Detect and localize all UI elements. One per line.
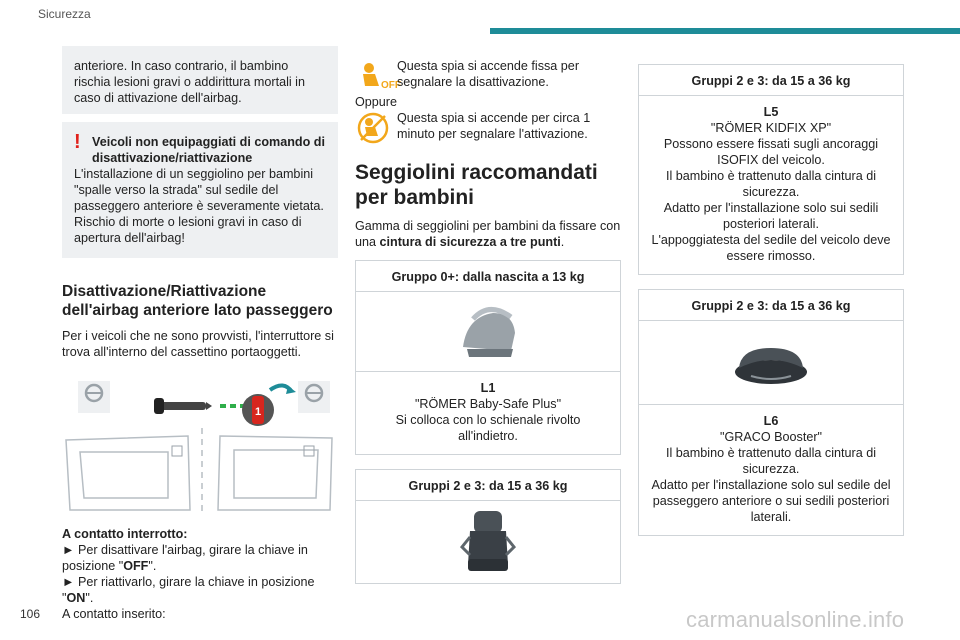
seat-card-caption: Gruppi 2 e 3: da 15 a 36 kg <box>639 290 903 321</box>
seat-code: L5 <box>763 105 779 119</box>
glovebox-switch-illustration <box>62 378 338 516</box>
seat-card-l6 <box>638 289 904 536</box>
section-heading-seggiolini: Seggiolini raccomandati per bambini <box>355 161 598 209</box>
contact-off-title: A contatto interrotto: <box>62 527 188 541</box>
info-box <box>62 46 338 114</box>
baby-seat-image <box>356 292 620 372</box>
airbag-on-warning-icon <box>355 110 391 146</box>
seat-line: Adatto per l'installazione solo sul sedile del passeggero anteriore o sui sedili posteriori laterali. <box>651 478 891 524</box>
steering-wheel-right-icon <box>298 381 330 413</box>
seat-line: Il bambino è trattenuto dalla cintura di sicurezza. <box>665 446 877 476</box>
step-deactivate: ► Per disattivare l'airbag, girare la chiave in posizione "OFF". <box>62 543 308 573</box>
seat-line: "GRACO Booster" <box>719 430 823 444</box>
seat-card-l5 <box>638 64 904 275</box>
svg-text:OFF: OFF <box>381 80 401 91</box>
seat-card-l1 <box>355 260 621 455</box>
seat-line: Possono essere fissati sugli ancoraggi ISOFIX del veicolo. <box>663 137 879 167</box>
seat-code: L6 <box>763 414 779 428</box>
seat-card-caption: Gruppi 2 e 3: da 15 a 36 kg <box>639 65 903 96</box>
warning-box <box>62 122 338 258</box>
seat-line: "RÖMER KIDFIX XP" <box>710 121 832 135</box>
contact-on-text: A contatto inserito: <box>62 607 166 621</box>
spia-row-off <box>355 58 621 94</box>
seat-card-caption: Gruppi 2 e 3: da 15 a 36 kg <box>356 470 620 501</box>
warning-icon: ! <box>74 131 81 153</box>
seat-code: L1 <box>480 381 496 395</box>
seggiolini-intro: Gamma di seggiolini per bambini da fissare con una cintura di sicurezza a tre punti. <box>355 219 621 249</box>
seat-card-l5-preview <box>355 469 621 584</box>
spia-off-text: Questa spia si accende fissa per segnalare la disattivazione. <box>397 59 580 89</box>
intro-text: Per i veicoli che ne sono provvisti, l'interruttore si trova all'interno del cassettino portaoggetti. <box>62 329 334 359</box>
booster-seat-image <box>356 501 620 583</box>
page-number: 106 <box>20 607 41 621</box>
seat-line: Il bambino è trattenuto dalla cintura di sicurezza. <box>665 169 877 199</box>
airbag-switch-icon <box>242 385 296 426</box>
airbag-off-warning-icon <box>355 58 401 94</box>
spia-on-text: Questa spia si accende per circa 1 minuto per segnalare l'attivazione. <box>397 111 591 141</box>
steering-wheel-left-icon <box>78 381 110 413</box>
oppure-text: Oppure <box>355 95 398 109</box>
warning-title: Veicoli non equipaggiati di comando di disattivazione/riattivazione <box>92 135 326 165</box>
header-accent-bar <box>490 28 960 34</box>
svg-text:1: 1 <box>254 406 262 418</box>
key-icon <box>154 398 212 414</box>
seat-line: "RÖMER Baby-Safe Plus" <box>414 397 562 411</box>
watermark: carmanualsonline.info <box>686 607 905 632</box>
warning-text: L'installazione di un seggiolino per bambini "spalle verso la strada" sul sedile del passeggero anteriore è severamente vietata. Rischio di morte o lesioni gravi in caso di apertura dell'airbag! <box>74 167 324 245</box>
seat-card-description <box>356 372 620 454</box>
header-section-title: Sicurezza <box>38 7 91 21</box>
seat-card-description <box>639 96 903 274</box>
column-middle <box>355 58 621 584</box>
graco-booster-image <box>639 321 903 405</box>
section-heading-airbag: Disattivazione/Riattivazione dell'airbag anteriore lato passeggero <box>62 283 333 319</box>
column-left <box>62 46 338 622</box>
seat-card-description <box>639 405 903 535</box>
seat-line: Si colloca con lo schienale rivolto all'indietro. <box>395 413 581 443</box>
step-reactivate: ► Per riattivarlo, girare la chiave in posizione "ON". <box>62 575 315 605</box>
info-text: anteriore. In caso contrario, il bambino rischia lesioni gravi o addirittura mortali in caso di attivazione dell'airbag. <box>74 59 305 105</box>
seat-line: Adatto per l'installazione solo sui sedili posteriori laterali. <box>663 201 879 231</box>
seat-card-caption: Gruppo 0+: dalla nascita a 13 kg <box>356 261 620 292</box>
seat-line: L'appoggiatesta del sedile del veicolo deve essere rimosso. <box>651 233 891 263</box>
column-right <box>638 56 904 536</box>
spia-row-on <box>355 110 621 146</box>
